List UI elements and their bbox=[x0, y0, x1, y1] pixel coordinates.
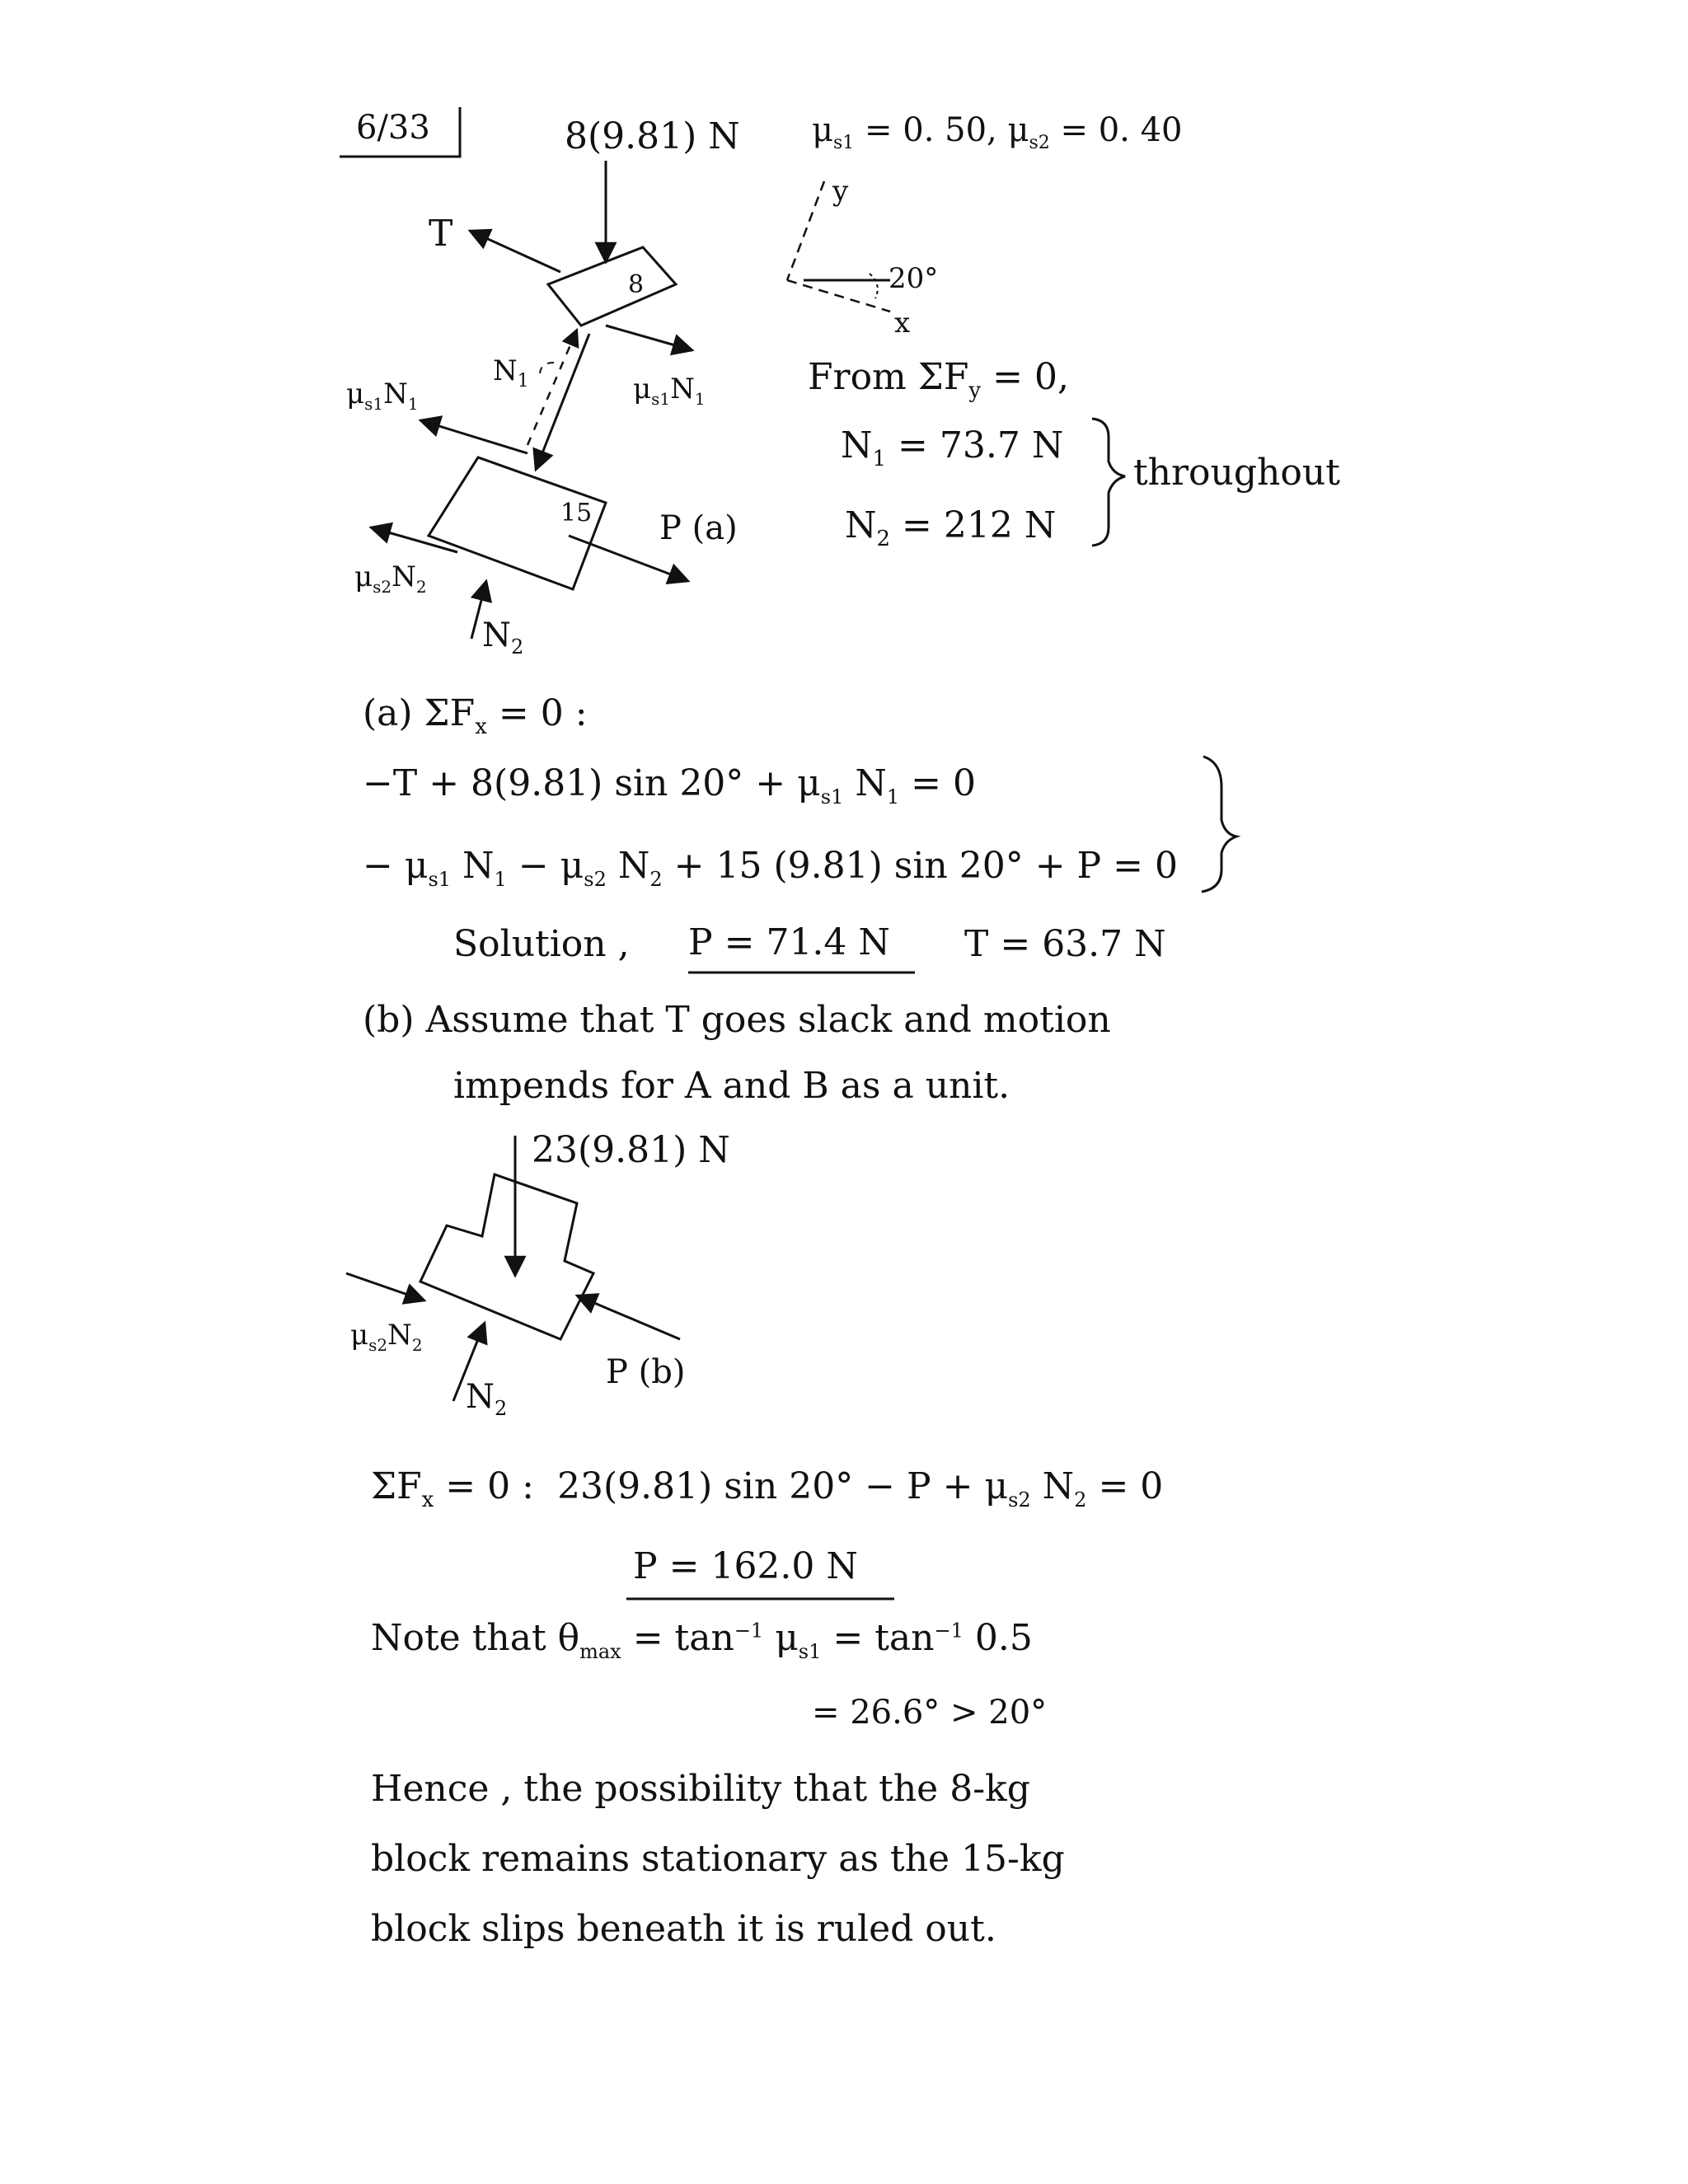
problem-number: 6/33 bbox=[356, 109, 430, 147]
n1-dashed-curl bbox=[540, 363, 554, 375]
block-15-label: 15 bbox=[560, 499, 593, 527]
n1-arrow bbox=[536, 334, 589, 470]
block-8 bbox=[548, 247, 676, 326]
y-axis bbox=[787, 181, 824, 280]
solution-label: Solution , bbox=[453, 923, 630, 965]
part-a-brace bbox=[1202, 757, 1236, 892]
n2-value: $N_2 = 212$ N bbox=[845, 504, 1057, 551]
conclusion-line2: block remains stationary as the 15-kg bbox=[371, 1838, 1065, 1880]
friction1-left-arrow bbox=[420, 420, 528, 453]
weight-label-a: 8(9.81) N bbox=[565, 115, 740, 157]
given-coefficients: $\mu_{s1} = 0$. 50, $\mu_{s2} = 0$. 40 bbox=[812, 111, 1183, 153]
x-axis-label: x bbox=[894, 307, 911, 340]
n2-label: $N_2$ bbox=[482, 616, 524, 658]
p-b-arrow bbox=[577, 1296, 680, 1339]
part-a-eq2: − $\mu_{s1}$ $N_1 - \mu_{s2}$ $N_2 + 15$ (9.81) sin 20° + P = 0 bbox=[363, 845, 1178, 891]
angle-arc bbox=[870, 274, 878, 298]
friction1-right-label: $\mu_{s1}N_1$ bbox=[633, 373, 706, 409]
friction-b-arrow bbox=[346, 1273, 424, 1301]
p-b-label: P (b) bbox=[606, 1353, 686, 1391]
weight-label-b: 23(9.81) N bbox=[532, 1129, 730, 1171]
n1-value: $N_1 = 73.7$ N bbox=[841, 424, 1064, 471]
angle-label: 20° bbox=[889, 262, 939, 295]
n1-label: $N_1$ bbox=[493, 354, 529, 391]
friction1-left-label: $\mu_{s1}N_1$ bbox=[346, 377, 419, 414]
friction-b-label: $\mu_{s2}N_2$ bbox=[350, 1319, 423, 1355]
p-a-result: P = 71.4 N bbox=[688, 921, 890, 963]
t-result: T = 63.7 N bbox=[964, 923, 1166, 965]
x-axis bbox=[787, 280, 890, 312]
friction1-right-arrow bbox=[606, 326, 692, 350]
n2-b-label: $N_2$ bbox=[466, 1378, 508, 1420]
part-a-heading: (a) $\Sigma F_x = 0$ : bbox=[363, 692, 588, 739]
tension-arrow bbox=[470, 231, 560, 272]
part-b-line2: impends for A and B as a unit. bbox=[453, 1065, 1010, 1107]
combined-block bbox=[420, 1174, 593, 1339]
note-line2: = 26.6° > 20° bbox=[812, 1694, 1048, 1732]
p-a-label: P (a) bbox=[659, 509, 738, 547]
conclusion-line3: block slips beneath it is ruled out. bbox=[371, 1908, 996, 1950]
friction2-arrow bbox=[371, 527, 457, 552]
part-b-line1: (b) Assume that T goes slack and motion bbox=[363, 999, 1111, 1041]
throughout-label: throughout bbox=[1133, 452, 1340, 494]
friction2-label: $\mu_{s2}N_2$ bbox=[354, 560, 427, 597]
tension-label: T bbox=[429, 213, 453, 255]
throughout-brace bbox=[1092, 419, 1125, 546]
note-line1: Note that $\theta_{max} = \tan^{-1} \mu_{s1} = \tan^{-1} 0.5$ bbox=[371, 1617, 1033, 1663]
conclusion-line1: Hence , the possibility that the 8-kg bbox=[371, 1768, 1030, 1810]
block-8-label: 8 bbox=[628, 270, 645, 299]
p-b-result: P = 162.0 N bbox=[633, 1545, 858, 1587]
y-axis-label: y bbox=[832, 175, 849, 208]
sum-fy-line: From $\Sigma F_y = 0$, bbox=[808, 356, 1069, 403]
part-a-eq1: −T + 8(9.81) $\sin 20^\circ + \mu_{s1}$ $N_1 = 0$ bbox=[363, 762, 976, 808]
part-b-sum-eq: $\Sigma F_x = 0$ : 23(9.81) $\sin 20^\circ - P + \mu_{s2}$ $N_2 = 0$ bbox=[371, 1465, 1164, 1512]
